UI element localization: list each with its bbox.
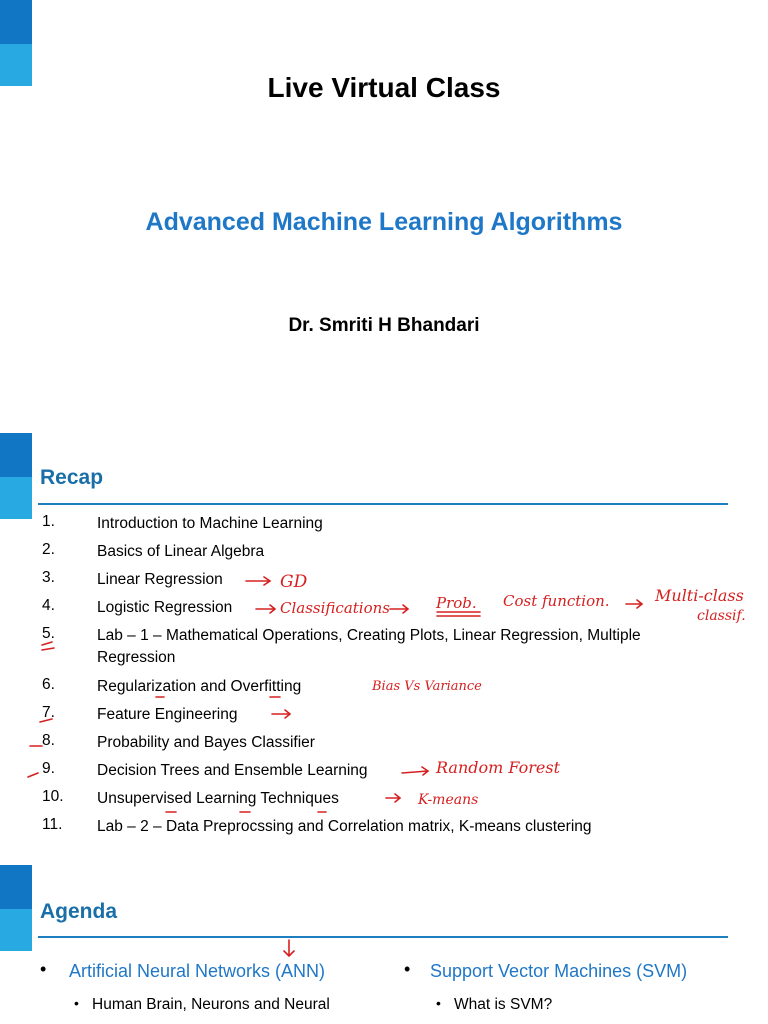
list-item-number: 4. (42, 597, 55, 614)
bullet-icon: • (436, 995, 441, 1011)
list-item-number: 1. (42, 513, 55, 530)
list-item-text: Unsupervised Learning Techniques (97, 790, 339, 807)
list-item-number: 10. (42, 788, 64, 805)
list-item (0, 513, 768, 537)
agenda-heading: Agenda (40, 900, 118, 923)
list-item (0, 676, 768, 700)
list-item (0, 625, 768, 673)
list-item (0, 597, 768, 621)
agenda-item-svm: Support Vector Machines (SVM) (430, 961, 688, 981)
bullet-icon: • (404, 959, 411, 979)
agenda-slide (0, 865, 768, 1024)
heading-divider (38, 503, 728, 505)
agenda-subitem: What is SVM? (454, 996, 553, 1013)
list-item-number: 2. (42, 541, 55, 558)
list-item-number: 6. (42, 676, 55, 693)
annotation-gd: GD (280, 572, 308, 592)
annotation-classifications: Classifications (280, 599, 390, 617)
list-item-text: Lab – 2 – Data Preprocssing and Correlation matrix, K-means clustering (97, 818, 592, 835)
list-item (0, 788, 768, 812)
list-item-text: Introduction to Machine Learning (97, 515, 323, 532)
list-item-text: Logistic Regression (97, 599, 233, 616)
annotation-classif: classif. (697, 608, 746, 624)
list-item-text: Probability and Bayes Classifier (97, 734, 315, 751)
list-item-number: 11. (42, 816, 63, 833)
slide-accent-bar (0, 0, 32, 44)
recap-heading: Recap (40, 466, 104, 489)
author-name: Dr. Smriti H Bhandari (288, 315, 480, 336)
list-item-text: Basics of Linear Algebra (97, 543, 265, 560)
list-item-text: Decision Trees and Ensemble Learning (97, 762, 368, 779)
list-item (0, 704, 768, 728)
list-item (0, 760, 768, 784)
title-slide (0, 0, 768, 420)
list-item-number: 3. (42, 569, 55, 586)
list-item (0, 732, 768, 756)
list-item-text: Linear Regression (97, 571, 223, 588)
slide-title: Live Virtual Class (267, 72, 501, 103)
list-item-number: 5. (42, 625, 55, 642)
list-item (0, 569, 768, 593)
slide-accent-bar (0, 433, 32, 477)
recap-slide (0, 433, 768, 863)
list-item-text: Lab – 1 – Mathematical Operations, Creating Plots, Linear Regression, Multiple Regression (97, 627, 641, 666)
bullet-icon: • (74, 995, 79, 1011)
annotation-multi-class: Multi-class (655, 586, 744, 605)
agenda-item-ann: Artificial Neural Networks (ANN) (69, 961, 326, 981)
bullet-icon: • (40, 959, 47, 979)
annotation-cost-function: Cost function. (503, 592, 610, 610)
list-item-text: Regularization and Overfitting (97, 678, 302, 695)
list-item-number: 7. (42, 704, 55, 721)
slide-subtitle: Advanced Machine Learning Algorithms (145, 208, 623, 236)
list-item-number: 9. (42, 760, 55, 777)
list-item-number: 8. (42, 732, 55, 749)
slide-accent-bar (0, 909, 32, 951)
heading-divider (38, 936, 728, 938)
annotation-random-forest: Random Forest (436, 758, 561, 777)
list-item (0, 816, 768, 840)
annotation-k-means: K-means (418, 792, 479, 808)
slide-accent-bar (0, 865, 32, 909)
agenda-subitem: Human Brain, Neurons and Neural (92, 996, 330, 1013)
list-item-text: Feature Engineering (97, 706, 238, 723)
annotation-bias-variance: Bias Vs Variance (372, 679, 482, 694)
list-item (0, 541, 768, 565)
annotation-prob: Prob. (436, 594, 477, 612)
